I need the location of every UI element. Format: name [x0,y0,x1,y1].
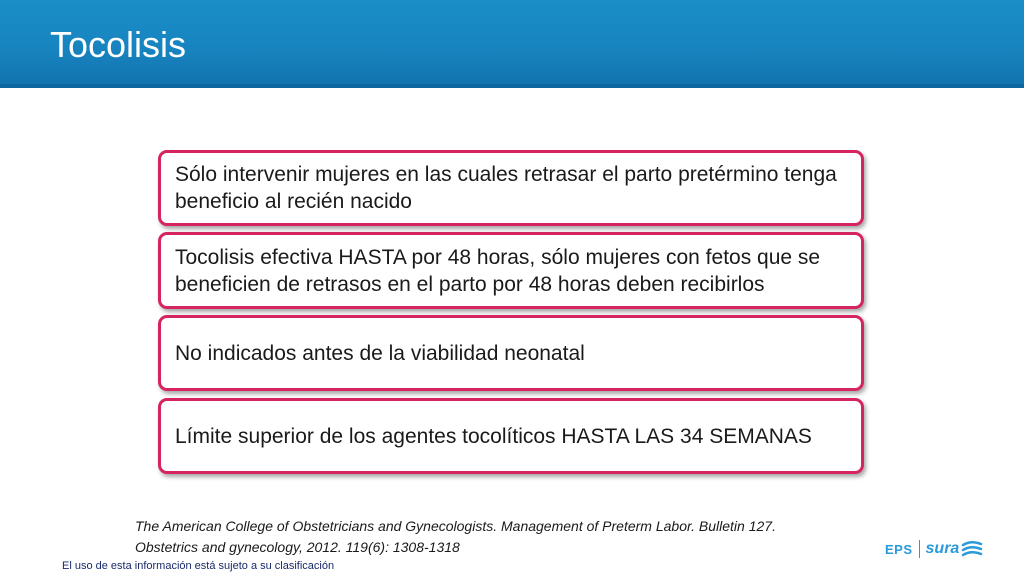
point-text-4: Límite superior de los agentes tocolíticos HASTA LAS 34 SEMANAS [175,424,812,448]
logo-separator [919,540,920,558]
citation [135,516,875,558]
header-bar [0,0,1024,88]
point-text-2: Tocolisis efectiva HASTA por 48 horas, sólo mujeres con fetos que se beneficien de retrasos en el parto por 48 horas deben recibirlos [175,245,821,296]
point-text-1: Sólo intervenir mujeres en las cuales retrasar el parto pretérmino tenga beneficio al recién nacido [175,163,837,213]
wave-icon [961,540,983,558]
citation-line-1: The American College of Obstetricians and Gynecologists. Management of Preterm Labor. Bulletin 127. [135,518,776,534]
header-stripe [0,84,1024,88]
disclaimer: El uso de esta información está sujeto a su clasificación [62,560,335,572]
point-text-3: No indicados antes de la viabilidad neonatal [175,341,585,365]
point-box-2 [158,232,864,309]
logo-sura: sura [925,540,960,557]
slide-title: Tocolisis [50,24,187,65]
logo-eps: EPS [885,541,913,557]
citation-line-2: Obstetrics and gynecology, 2012. 119(6): 1308-1318 [135,539,460,555]
sura-logo [885,538,983,560]
point-box-3 [158,315,864,391]
point-box-4 [158,398,864,474]
point-box-1 [158,150,864,226]
